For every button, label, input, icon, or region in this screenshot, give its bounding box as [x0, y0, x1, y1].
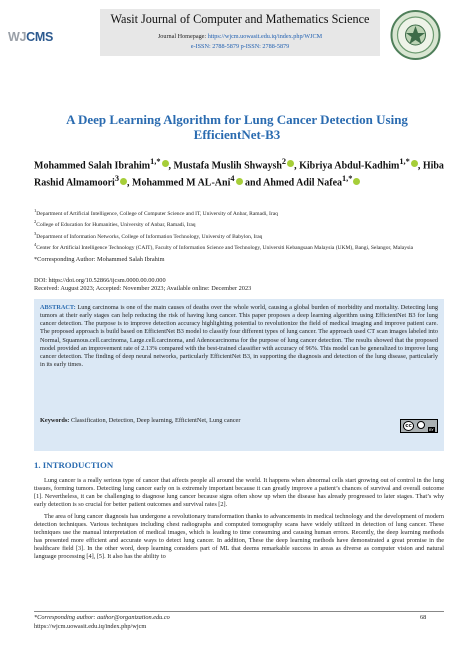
- author-name: Hiba Rashid Almamoori: [34, 160, 444, 189]
- abstract-text: ABSTRACT: Lung carcinoma is one of the main causes of deaths over the whole world, causing a global burden of morbidity and mortality. Detecting lung tumors at their early stages can help reducing the risk of having lung cancer. This paper proposes a deep learning algorithm using EfficientNet B3 for lung cancer detection. The purpose is to improve detection accuracy highlighting potential to revolutionize the field of medical imaging and improve patient care. The proposed approach is build based on EfficientNet B3 model to classify four different types of lung cancer. The approach used CT scan images labeled into Normal, Squamous.cell.carcinoma, Large.cell.carcinoma, and Adenocarcinoma for the purpose of lung cancer detection. The results showed that the proposed model provided an improvement rate of 2.13% compared with the best-trained classifier with accuracy of 96%. This model can be generalized to improve lung cancer detection. The finding of deep neural networks, particularly EfficientNet B3, in supporting the diagnosis and detection of the lung disease, particularly in its early times.: [40, 304, 438, 369]
- section-body: [34, 477, 444, 565]
- corresponding-email: *Corresponding author: author@organization.edu.co: [34, 614, 170, 621]
- affiliation-item: $^2$College of Education for Humanities, University of Anbar, Ramadi, Iraq: [34, 219, 196, 229]
- by-label: BY: [429, 427, 434, 432]
- orcid-icon[interactable]: [287, 160, 294, 167]
- orcid-icon[interactable]: [162, 160, 169, 167]
- affiliation-item: $^3$Department of Information Networks, College of Information Technology, University of Babylon, Iraq: [34, 230, 263, 240]
- orcid-icon[interactable]: [120, 178, 127, 185]
- orcid-icon[interactable]: [411, 160, 418, 167]
- footer-rule: [34, 611, 444, 612]
- abstract-label: ABSTRACT:: [40, 304, 76, 311]
- author-affiliation-mark: 3: [114, 174, 120, 184]
- affiliations: [34, 207, 444, 253]
- orcid-icon[interactable]: [353, 178, 360, 185]
- journal-title: Wasit Journal of Computer and Mathematics Science: [110, 12, 370, 26]
- journal-logo: WJCMS: [8, 30, 54, 44]
- paragraph: The area of lung cancer diagnosis has undergone a revolutionary transformation thanks to advancements in medical technology and the development of modern detection techniques. Various techniques including chest radiographs and computed tomography scans have widely utilized in detection of lung cancer. These techniques use the manual interpretation of medical images, which is leading to time consuming and causing human errors. Recently, the deep learning methods has presented more efficient and accurate ways to detect lung cancer. In addition, These the deep learning methods have demonstrated a great promise in the healthcare field [3]. In the other word, deep learning considers part of ML that deems remarkable success in areas as diverse as computer vision and natural language processing [4], [5]. It also has the ability to: [34, 512, 444, 561]
- cc-license-badge[interactable]: [400, 419, 438, 433]
- journal-homepage: Journal Homepage: https://wjcm.uowasit.edu.iq/index.php/WJCM: [157, 33, 323, 40]
- keywords: Keywords: Classification, Detection, Deep learning, EfficientNet, Lung cancer: [40, 417, 241, 424]
- author-name: Mohammed M AL-Ani: [132, 177, 231, 189]
- author-name: Kibriya Abdul-Kadhim: [299, 160, 400, 172]
- doi-block: [34, 277, 251, 293]
- section-heading: 1. INTRODUCTION: [34, 460, 114, 470]
- cc-icon: cc: [403, 421, 414, 431]
- author-name: Mustafa Muslih Shwaysh: [173, 160, 282, 172]
- keywords-label: Keywords:: [40, 417, 70, 424]
- doi-link[interactable]: DOI: https://doi.org/10.52866/ijcsm.0000.00.00.000: [34, 277, 166, 284]
- homepage-link[interactable]: https://wjcm.uowasit.edu.iq/index.php/WJCM: [207, 33, 323, 40]
- page-number: 68: [420, 614, 427, 621]
- author-affiliation-mark: 1,*: [150, 157, 161, 166]
- issn-line: e-ISSN: 2788-5879 p-ISSN: 2788-5879: [190, 43, 290, 50]
- paper-title: A Deep Learning Algorithm for Lung Cancer Detection Using EfficientNet-B3: [66, 112, 408, 142]
- abstract-box: [34, 299, 444, 451]
- author-affiliation-mark: 1,*: [342, 174, 353, 184]
- corresponding-author: *Corresponding Author: Mohammed Salah Ibrahim: [34, 256, 165, 263]
- university-seal-icon: [388, 9, 443, 61]
- author-name: Ahmed Adil Nafea: [263, 177, 343, 189]
- author-affiliation-mark: 2: [281, 157, 287, 166]
- author-affiliation-mark: 1,*: [399, 157, 410, 166]
- footer-url[interactable]: https://wjcm.uowasit.edu.iq/index.php/wjcm: [34, 622, 147, 630]
- author-list: Mohammed Salah Ibrahim$^{1,*}$ , Mustafa Muslih Shwaysh$^2$ , Kibriya Abdul-Kadhim$^{1,*}$ , Hiba Rashid Almamoori$^3$ , Mohammed M AL-Ani$^4$ and Ahmed Adil Nafea$^{1,*}$: [34, 157, 444, 189]
- affiliation-item: $^1$Department of Artificial Intelligence, College of Computer Science and IT, University of Anbar, Ramadi, Iraq: [34, 208, 278, 217]
- affiliation-item: $^4$Center for Artificial Intelligence Technology (CAIT), Faculty of Information Science and Technology, Universiti Kebangsaan Malaysia (UKM), Bangi, Selangor, Malaysia: [34, 242, 414, 252]
- journal-header: [0, 0, 474, 66]
- author-name: Mohammed Salah Ibrahim: [34, 160, 151, 172]
- article-dates: Received: August 2023; Accepted: November 2023; Available online: December 2023: [34, 285, 252, 293]
- author-affiliation-mark: 4: [230, 174, 235, 184]
- paragraph: Lung cancer is a really serious type of cancer that affects people all around the world. It happens when abnormal cells start growing out of control in the lung tissues, forming tumors. Detecting lung cancer early on is extremely important because it can greatly improve a patient’s chances of survival and overall outcome [1]. Nevertheless, it can be challenging to diagnose lung cancer because signs often show up when the disease has already progressed to later stages. That’s why early detection is so crucial for better patient outcomes and survival rates [2].: [34, 477, 444, 509]
- footer: [34, 614, 170, 631]
- attribution-person-icon: [417, 421, 425, 429]
- orcid-icon[interactable]: [236, 178, 243, 185]
